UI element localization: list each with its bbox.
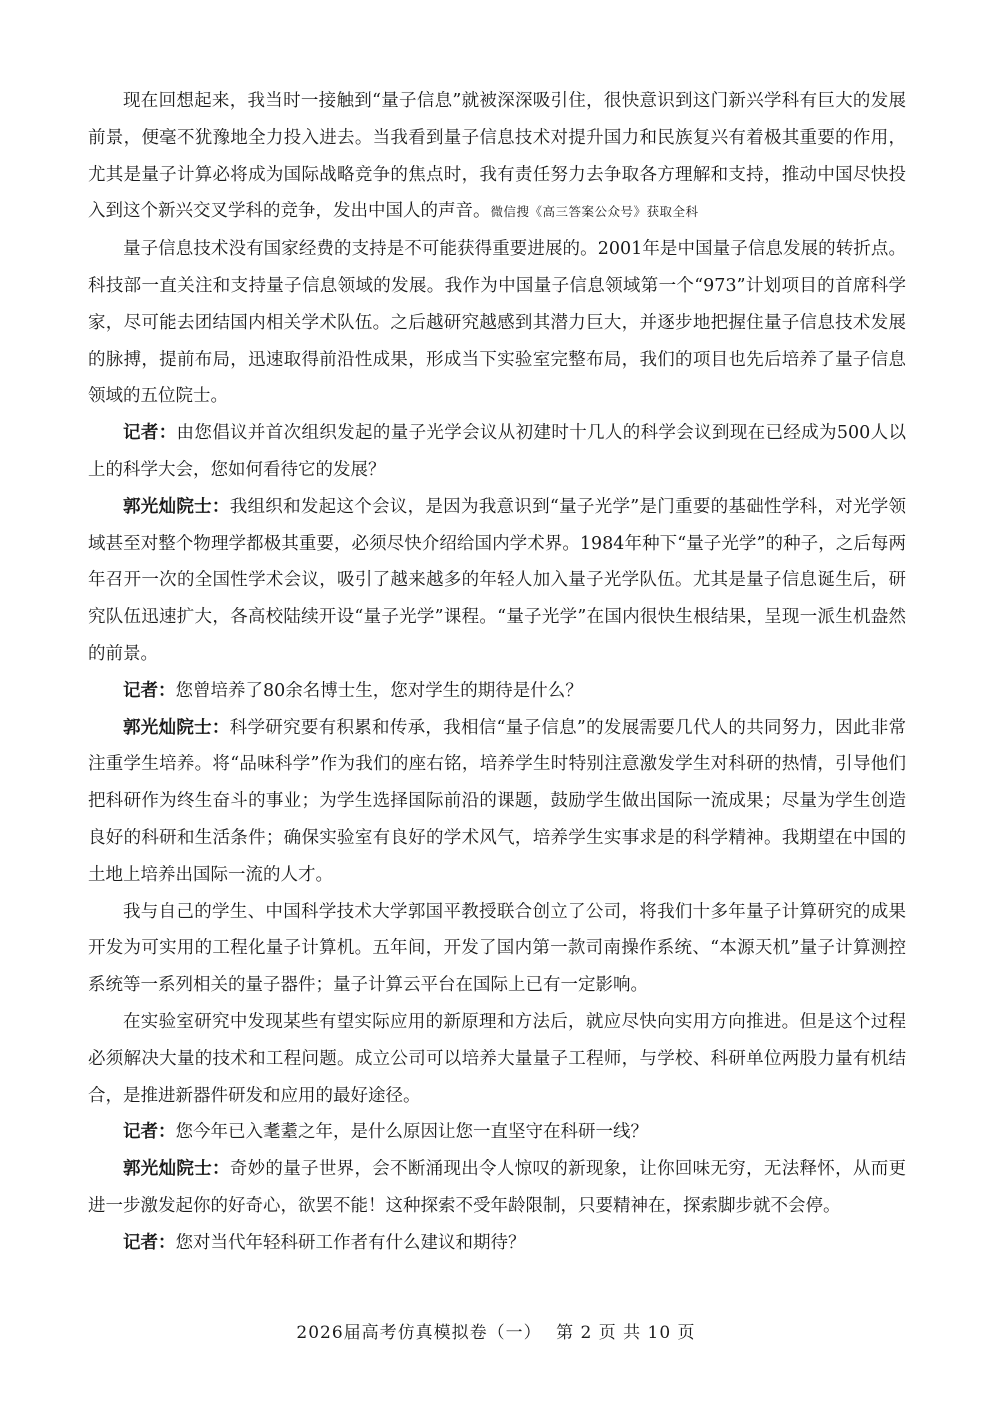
paragraph-1: 现在回想起来，我当时一接触到“量子信息”就被深深吸引住，很快意识到这门新兴学科有巨大的发展前景，便毫不犹豫地全力投入进去。当我看到量子信息技术对提升国力和民族复兴有着极其重要的作用，尤其是量子计算必将成为国际战略竞争的焦点时，我有责任努力去争取各方理解和支持，推动中国尽快投入到这个新兴交叉学科的竞争，发出中国人的声音。微信搜《高三答案公众号》获取全科 bbox=[88, 91, 906, 222]
article-body bbox=[88, 83, 906, 1262]
page-footer bbox=[0, 1318, 992, 1343]
speaker-label: 记者： bbox=[123, 680, 176, 701]
paragraph-4: 郭光灿院士：我组织和发起这个会议，是因为我意识到“量子光学”是门重要的基础性学科，对光学领域甚至对整个物理学都极其重要，必须尽快介绍给国内学术界。1984年种下“量子光学”的种子，之后每两年召开一次的全国性学术会议，吸引了越来越多的年轻人加入量子光学队伍。尤其是量子信息诞生后，研究队伍迅速扩大，各高校陆续开设“量子光学”课程。“量子光学”在国内很快生根结果，呈现一派生机盎然的前景。 bbox=[88, 496, 907, 664]
paragraph-2: 量子信息技术没有国家经费的支持是不可能获得重要进展的。2001年是中国量子信息发展的转折点。科技部一直关注和支持量子信息领域的发展。我作为中国量子信息领域第一个“973”计划项目的首席科学家，尽可能去团结国内相关学术队伍。之后越研究越感到其潜力巨大，并逐步地把握住量子信息技术发展的脉搏，提前布局，迅速取得前沿性成果，形成当下实验室完整布局，我们的项目也先后培养了量子信息领域的五位院士。 bbox=[88, 239, 906, 407]
speaker-label: 记者： bbox=[123, 423, 177, 444]
exam-title: 2026届高考仿真模拟卷（一） bbox=[296, 1323, 542, 1343]
speaker-label: 郭光灿院士： bbox=[123, 717, 230, 738]
page-number: 第 2 页 共 10 页 bbox=[556, 1323, 696, 1343]
paragraph-3: 记者：由您倡议并首次组织发起的量子光学会议从初建时十几人的科学会议到现在已经成为500人以上的科学大会，您如何看待它的发展？ bbox=[88, 423, 906, 480]
speaker-label: 记者： bbox=[123, 1122, 176, 1143]
speaker-label: 郭光灿院士： bbox=[123, 1159, 230, 1180]
paragraph-6: 郭光灿院士：科学研究要有积累和传承，我相信“量子信息”的发展需要几代人的共同努力，因此非常注重学生培养。将“品味科学”作为我们的座右铭，培养学生时特别注意激发学生对科研的热情，引导他们把科研作为终生奋斗的事业；为学生选择国际前沿的课题，鼓励学生做出国际一流成果；尽量为学生创造良好的科研和生活条件；确保实验室有良好的学术风气，培养学生实事求是的科学精神。我期望在中国的土地上培养出国际一流的人才。 bbox=[88, 717, 907, 885]
paragraph-10: 郭光灿院士：奇妙的量子世界，会不断涌现出令人惊叹的新现象，让你回味无穷，无法释怀，从而更进一步激发起你的好奇心，欲罢不能！这种探索不受年龄限制，只要精神在，探索脚步就不会停。 bbox=[88, 1159, 907, 1216]
speaker-label: 郭光灿院士： bbox=[123, 496, 230, 517]
speaker-label: 记者： bbox=[123, 1232, 176, 1253]
watermark-text: 微信搜《高三答案公众号》获取全科 bbox=[490, 204, 699, 220]
paragraph-9: 记者：您今年已入耄耋之年，是什么原因让您一直坚守在科研一线？ bbox=[123, 1122, 648, 1143]
paragraph-11: 记者：您对当代年轻科研工作者有什么建议和期待？ bbox=[123, 1232, 526, 1253]
paragraph-5: 记者：您曾培养了80余名博士生，您对学生的期待是什么？ bbox=[123, 680, 583, 701]
paragraph-8: 在实验室研究中发现某些有望实际应用的新原理和方法后，就应尽快向实用方向推进。但是这个过程必须解决大量的技术和工程问题。成立公司可以培养大量量子工程师，与学校、科研单位两股力量有机结合，是推进新器件研发和应用的最好途径。 bbox=[88, 1011, 906, 1106]
paragraph-7: 我与自己的学生、中国科学技术大学郭国平教授联合创立了公司，将我们十多年量子计算研究的成果开发为可实用的工程化量子计算机。五年间，开发了国内第一款司南操作系统、“本源天机”量子计算测控系统等一系列相关的量子器件；量子计算云平台在国际上已有一定影响。 bbox=[88, 901, 906, 996]
